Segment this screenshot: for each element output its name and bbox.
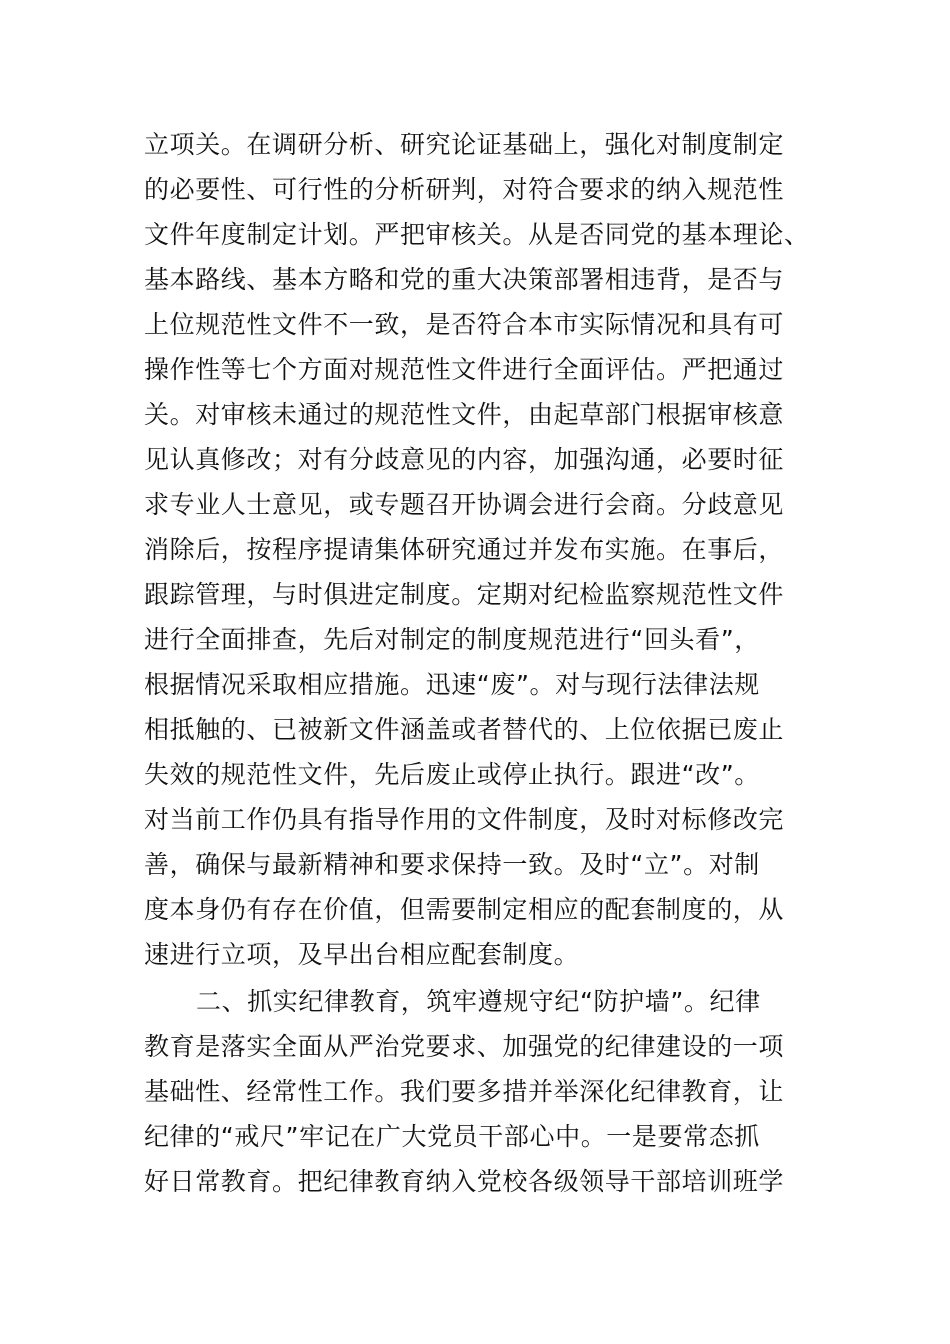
section-heading-line: 二、抓实纪律教育，筑牢遵规守纪“防护墙”。纪律 bbox=[196, 987, 761, 1016]
text-line: 文件年度制定计划。严把审核关。从是否同党的基本理论、 bbox=[144, 220, 810, 249]
text-line: 消除后，按程序提请集体研究通过并发布实施。在事后， bbox=[144, 535, 785, 564]
text-line: 根据情况采取相应措施。迅速“废”。对与现行法律法规 bbox=[144, 670, 760, 699]
text-line: 进行全面排查，先后对制定的制度规范进行“回头看”， bbox=[144, 625, 760, 654]
text-line: 跟踪管理，与时俱进定制度。定期对纪检监察规范性文件 bbox=[144, 580, 785, 609]
text-line: 教育是落实全面从严治党要求、加强党的纪律建设的一项 bbox=[144, 1032, 785, 1061]
text-line: 对当前工作仍具有指导作用的文件制度，及时对标修改完 bbox=[144, 805, 785, 834]
text-line: 的必要性、可行性的分析研判，对符合要求的纳入规范性 bbox=[144, 175, 785, 204]
text-line: 好日常教育。把纪律教育纳入党校各级领导干部培训班学 bbox=[144, 1167, 785, 1196]
text-line: 关。对审核未通过的规范性文件，由起草部门根据审核意 bbox=[144, 400, 785, 429]
text-line: 相抵触的、已被新文件涵盖或者替代的、上位依据已废止 bbox=[144, 715, 785, 744]
text-line: 速进行立项，及早出台相应配套制度。 bbox=[144, 940, 580, 969]
text-line: 善，确保与最新精神和要求保持一致。及时“立”。对制 bbox=[144, 850, 760, 879]
text-line: 基础性、经常性工作。我们要多措并举深化纪律教育，让 bbox=[144, 1077, 785, 1106]
body-text bbox=[144, 122, 810, 1204]
text-line: 基本路线、基本方略和党的重大决策部署相违背，是否与 bbox=[144, 265, 785, 294]
text-line: 立项关。在调研分析、研究论证基础上，强化对制度制定 bbox=[144, 130, 785, 159]
text-line: 操作性等七个方面对规范性文件进行全面评估。严把通过 bbox=[144, 355, 785, 384]
text-line: 上位规范性文件不一致，是否符合本市实际情况和具有可 bbox=[144, 310, 785, 339]
text-line: 纪律的“戒尺”牢记在广大党员干部心中。一是要常态抓 bbox=[144, 1122, 760, 1151]
text-line: 求专业人士意见，或专题召开协调会进行会商。分歧意见 bbox=[144, 490, 785, 519]
text-line: 度本身仍有存在价值，但需要制定相应的配套制度的，从 bbox=[144, 895, 785, 924]
text-line: 见认真修改；对有分歧意见的内容，加强沟通，必要时征 bbox=[144, 445, 785, 474]
text-line: 失效的规范性文件，先后废止或停止执行。跟进“改”。 bbox=[144, 760, 760, 789]
